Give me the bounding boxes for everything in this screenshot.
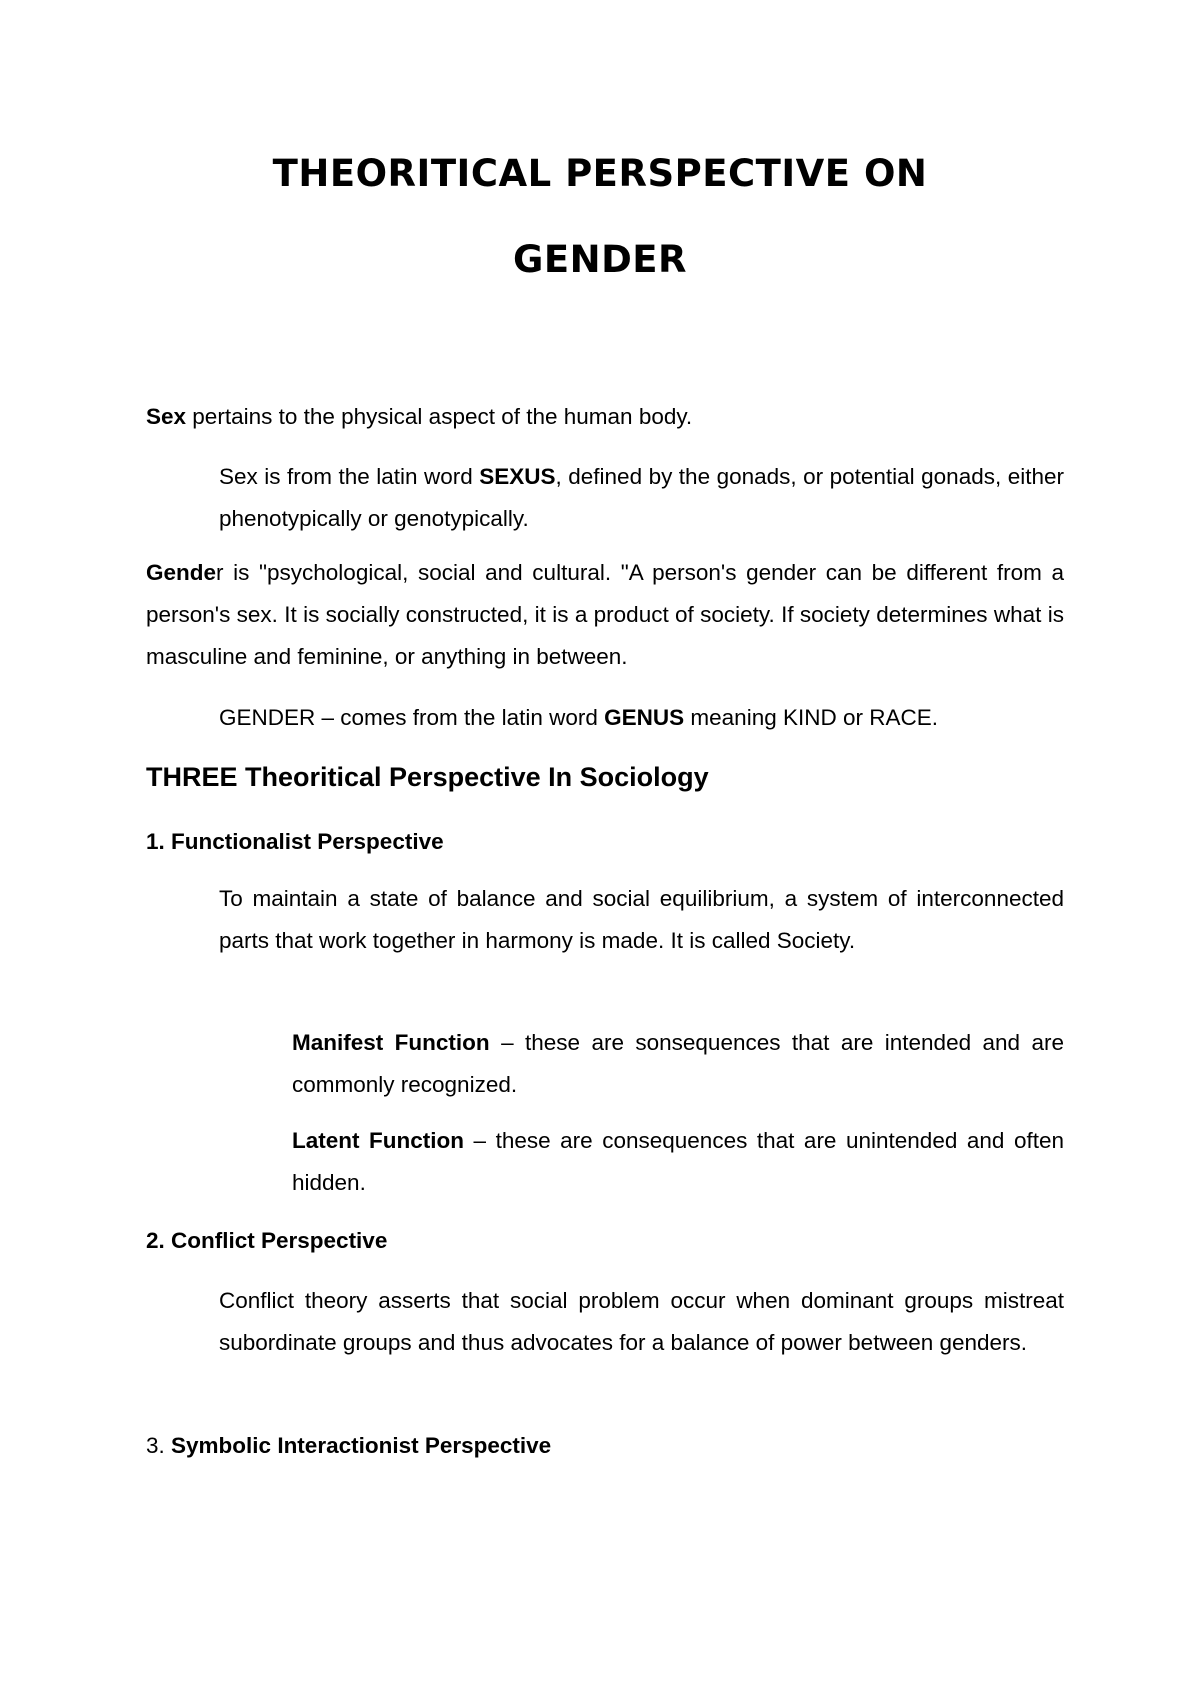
sex-definition-text: pertains to the physical aspect of the human body. [186, 404, 693, 429]
gender-definition-paragraph [146, 552, 1064, 678]
genus-term: GENUS [604, 705, 685, 730]
gender-origin-post: meaning KIND or RACE. [684, 705, 938, 730]
document-title-line-2: GENDER [512, 238, 688, 281]
symbolic-heading-text: Symbolic Interactionist Perspective [171, 1433, 552, 1458]
gender-term: Gende [146, 560, 217, 585]
conflict-heading-text: . Conflict Perspective [158, 1228, 388, 1253]
functionalist-body: To maintain a state of balance and social equilibrium, a system of interconnected parts that work together in harmony is made. It is called Society. [219, 886, 1064, 953]
manifest-function-paragraph [292, 1022, 1064, 1106]
conflict-number: 2 [146, 1228, 159, 1253]
section-heading: THREE Theoritical Perspective In Sociology [146, 762, 709, 792]
conflict-heading [146, 1220, 1046, 1262]
functionalist-heading: 1. Functionalist Perspective [146, 829, 444, 854]
latent-function-text: – these are consequences that are unintended and often hidden. [292, 1128, 1064, 1195]
gender-definition-text: r is "psychological, social and cultural. "A person's gender can be different from a person's sex. It is socially constructed, it is a product of society. If society determines what is masculine and feminine, or anything in between. [146, 560, 1064, 669]
conflict-body: Conflict theory asserts that social problem occur when dominant groups mistreat subordinate groups and thus advocates for a balance of power between genders. [219, 1288, 1064, 1355]
sex-term: Sex [146, 404, 187, 429]
manifest-function-term: Manifest Function [292, 1030, 490, 1055]
manifest-function-text: – these are sonsequences that are intended and are commonly recognized. [292, 1030, 1064, 1097]
symbolic-number: 3. [146, 1433, 172, 1458]
sex-origin-pre: Sex is from the latin word [219, 464, 480, 489]
latent-function-paragraph [292, 1120, 1064, 1204]
document-title-line-1: THEORITICAL PERSPECTIVE ON [272, 152, 928, 195]
sex-origin-post: , defined by the gonads, or potential gonads, either phenotypically or genotypically. [219, 464, 1064, 531]
gender-origin-paragraph [219, 697, 1064, 739]
latent-function-term: Latent Function [292, 1128, 465, 1153]
gender-origin-pre: GENDER – comes from the latin word [219, 705, 605, 730]
sexus-term: SEXUS [479, 464, 556, 489]
symbolic-heading [146, 1425, 1046, 1467]
sex-origin-paragraph [219, 456, 1064, 540]
sex-definition [146, 396, 1066, 438]
